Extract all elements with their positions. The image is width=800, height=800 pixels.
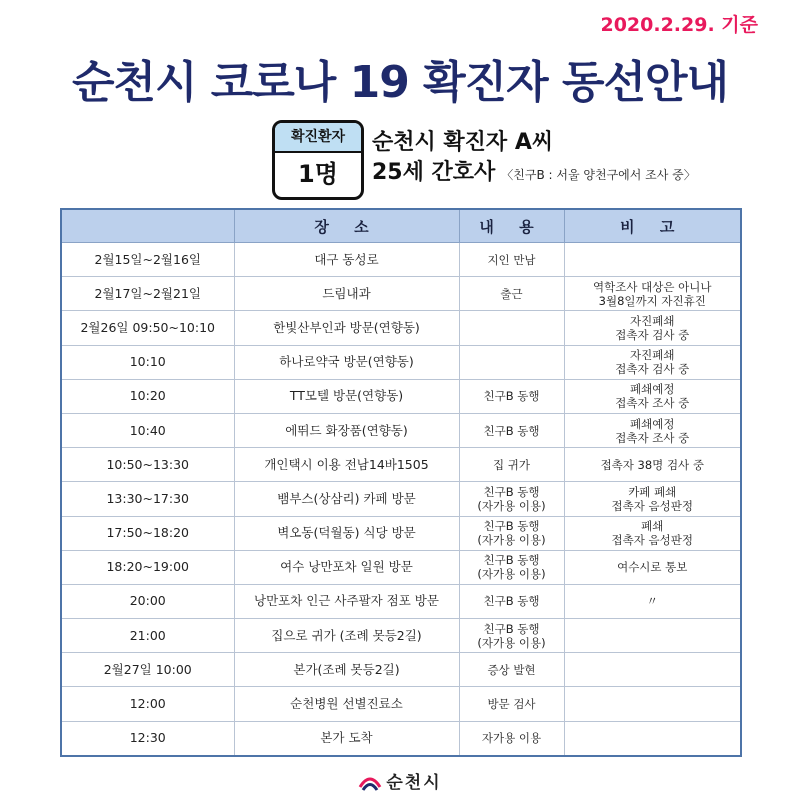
- header-remark: 비 고: [564, 209, 741, 243]
- cell-remark: 자진폐쇄 접촉자 검사 중: [564, 311, 741, 345]
- table-row: [61, 379, 741, 413]
- cell-place: 본가 도착: [234, 721, 459, 756]
- cell-place: 에뛰드 화장품(연향동): [234, 413, 459, 447]
- cell-time: 13:30~17:30: [61, 482, 234, 516]
- cell-place: 벽오동(덕월동) 식당 방문: [234, 516, 459, 550]
- cell-remark: [564, 243, 741, 277]
- cell-content: 친구B 동행: [459, 413, 564, 447]
- cell-time: 21:00: [61, 619, 234, 653]
- table-body: [61, 243, 741, 756]
- cell-remark: 역학조사 대상은 아니나 3월8일까지 자진휴진: [564, 277, 741, 311]
- cell-time: 10:10: [61, 345, 234, 379]
- cell-content: 방문 검사: [459, 687, 564, 721]
- table-row: [61, 584, 741, 618]
- cell-content: 출근: [459, 277, 564, 311]
- case-line2: 25세 간호사: [372, 160, 496, 185]
- cell-content: 지인 만남: [459, 243, 564, 277]
- cell-time: 20:00: [61, 584, 234, 618]
- cell-place: 집으로 귀가 (조례 못등2길): [234, 619, 459, 653]
- cell-remark: 자진폐쇄 접촉자 검사 중: [564, 345, 741, 379]
- movement-table: [60, 208, 742, 757]
- cell-place: 여수 낭만포차 일원 방문: [234, 550, 459, 584]
- table-row: [61, 277, 741, 311]
- header-content: 내 용: [459, 209, 564, 243]
- cell-content: [459, 311, 564, 345]
- cell-remark: 폐쇄예정 접촉자 조사 중: [564, 379, 741, 413]
- cell-time: 2월17일~2월21일: [61, 277, 234, 311]
- table-row: [61, 311, 741, 345]
- cell-remark: [564, 653, 741, 687]
- cell-time: 2월26일 09:50~10:10: [61, 311, 234, 345]
- table-header-row: [61, 209, 741, 243]
- cell-remark: [564, 687, 741, 721]
- cell-time: 10:50~13:30: [61, 448, 234, 482]
- cell-time: 10:20: [61, 379, 234, 413]
- cell-remark: 접촉자 38명 검사 중: [564, 448, 741, 482]
- table-row: [61, 550, 741, 584]
- case-note: 〈친구B : 서울 양천구에서 조사 중〉: [501, 168, 696, 182]
- header-time: [61, 209, 234, 243]
- footer: [0, 768, 800, 793]
- cell-time: 2월15일~2월16일: [61, 243, 234, 277]
- cell-place: 한빛산부인과 방문(연향동): [234, 311, 459, 345]
- cell-place: 뱀부스(상삼리) 카페 방문: [234, 482, 459, 516]
- cell-remark: 여수시로 통보: [564, 550, 741, 584]
- case-line1: 순천시 확진자 A씨: [372, 130, 554, 155]
- table-row: [61, 687, 741, 721]
- cell-content: 친구B 동행: [459, 584, 564, 618]
- table-row: [61, 653, 741, 687]
- cell-content: 친구B 동행 (자가용 이용): [459, 516, 564, 550]
- footer-text: 순천시: [386, 773, 442, 793]
- page-title: 순천시 코로나 19 확진자 동선안내: [71, 57, 729, 108]
- badge-label: 확진환자: [275, 123, 361, 153]
- cell-remark: 〃: [564, 584, 741, 618]
- table-row: [61, 619, 741, 653]
- cell-place: 개인택시 이용 전남14바1505: [234, 448, 459, 482]
- cell-remark: 폐쇄 접촉자 음성판정: [564, 516, 741, 550]
- suncheon-city-logo-icon: [358, 773, 382, 793]
- cell-place: 대구 동성로: [234, 243, 459, 277]
- cell-remark: 카페 폐쇄 접촉자 음성판정: [564, 482, 741, 516]
- cell-remark: 폐쇄예정 접촉자 조사 중: [564, 413, 741, 447]
- cell-remark: [564, 619, 741, 653]
- cell-content: 증상 발현: [459, 653, 564, 687]
- cell-place: 하나로약국 방문(연향동): [234, 345, 459, 379]
- cell-content: 친구B 동행 (자가용 이용): [459, 550, 564, 584]
- cell-place: 드림내과: [234, 277, 459, 311]
- cell-content: 친구B 동행: [459, 379, 564, 413]
- table-row: [61, 413, 741, 447]
- cell-content: 자가용 이용: [459, 721, 564, 756]
- cell-place: 낭만포차 인근 사주팔자 점포 방문: [234, 584, 459, 618]
- badge-count: 1명: [298, 160, 338, 188]
- header-place: 장 소: [234, 209, 459, 243]
- reference-date: 2020.2.29. 기준: [600, 14, 758, 36]
- cell-place: 순천병원 선별진료소: [234, 687, 459, 721]
- confirmed-case-badge: [272, 120, 364, 200]
- cell-time: 17:50~18:20: [61, 516, 234, 550]
- table-row: [61, 345, 741, 379]
- cell-time: 2월27일 10:00: [61, 653, 234, 687]
- cell-content: [459, 345, 564, 379]
- cell-content: 친구B 동행 (자가용 이용): [459, 619, 564, 653]
- cell-place: TT모텔 방문(연향동): [234, 379, 459, 413]
- table-row: [61, 448, 741, 482]
- table-row: [61, 243, 741, 277]
- cell-time: 18:20~19:00: [61, 550, 234, 584]
- cell-content: 친구B 동행 (자가용 이용): [459, 482, 564, 516]
- cell-remark: [564, 721, 741, 756]
- cell-time: 10:40: [61, 413, 234, 447]
- cell-time: 12:30: [61, 721, 234, 756]
- case-line2-wrap: [372, 158, 696, 190]
- cell-time: 12:00: [61, 687, 234, 721]
- table-row: [61, 516, 741, 550]
- case-info: [372, 128, 696, 190]
- cell-content: 집 귀가: [459, 448, 564, 482]
- table-row: [61, 482, 741, 516]
- cell-place: 본가(조례 못등2길): [234, 653, 459, 687]
- table-row: [61, 721, 741, 756]
